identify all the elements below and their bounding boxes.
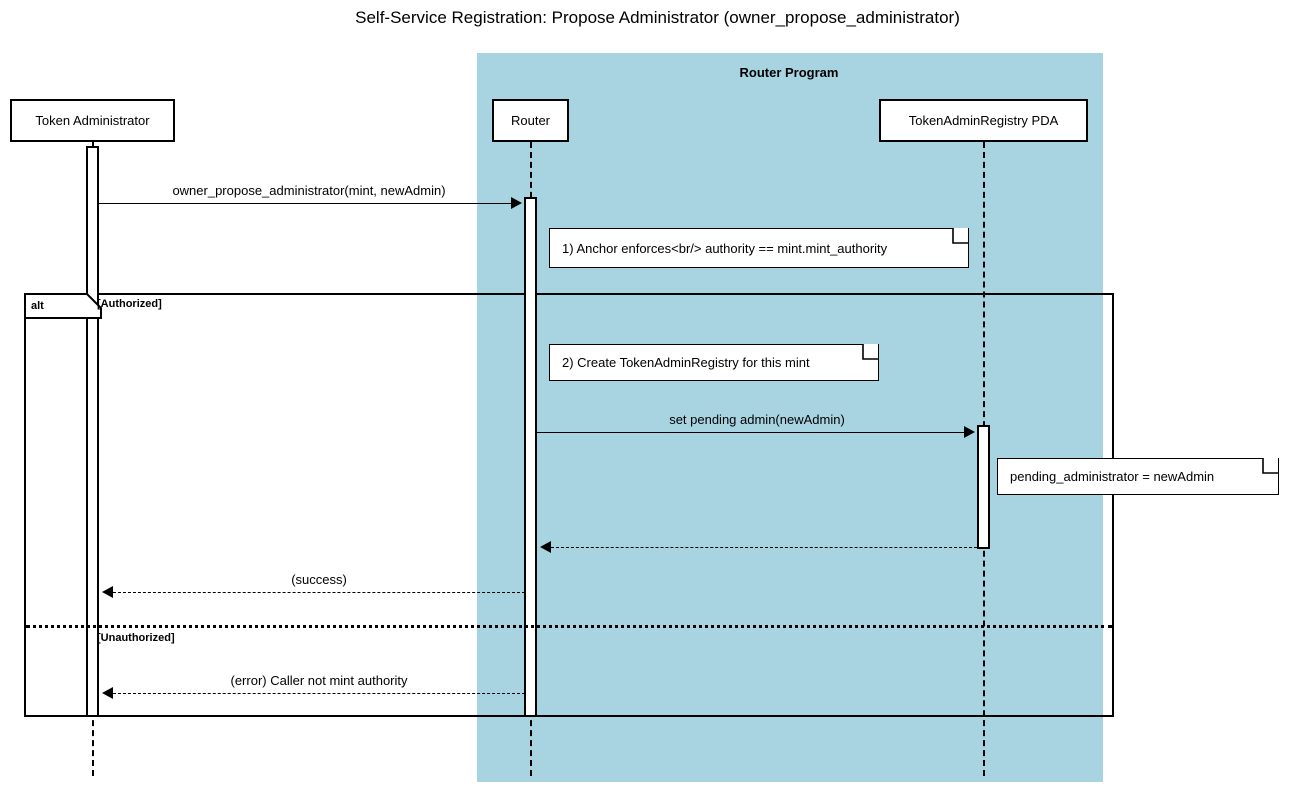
message-label-m1: owner_propose_administrator(mint, newAdmin) (172, 183, 446, 198)
participant-token-administrator[interactable] (10, 99, 175, 142)
participant-label: Token Administrator (35, 113, 150, 128)
alt-condition-unauthorized: [Unauthorized] (97, 632, 175, 644)
participant-token-admin-registry-pda[interactable] (879, 99, 1088, 142)
group-label-router-program: Router Program (739, 65, 839, 80)
message-arrowhead-m5 (102, 687, 113, 699)
page-title: Self-Service Registration: Propose Administrator (owner_propose_administrator) (355, 8, 960, 27)
activation-token-admin-registry-pda (977, 425, 990, 549)
participant-label: Router (510, 113, 551, 128)
note-create-registry (549, 344, 879, 381)
alt-condition-authorized: [Authorized] (97, 298, 162, 310)
message-line-m3 (551, 547, 977, 548)
message-label-m4: (success) (291, 572, 347, 587)
message-arrowhead-m1 (511, 197, 522, 209)
message-arrowhead-m2 (964, 426, 975, 438)
message-line-m4 (113, 592, 525, 593)
note-text: 2) Create TokenAdminRegistry for this mint (562, 355, 810, 370)
participant-label: TokenAdminRegistry PDA (908, 113, 1059, 128)
activation-router (524, 197, 537, 717)
note-pending-administrator (997, 458, 1279, 495)
note-text: pending_administrator = newAdmin (1010, 469, 1215, 484)
message-label-m5: (error) Caller not mint authority (230, 673, 408, 688)
message-line-m2 (537, 432, 966, 433)
message-arrowhead-m4 (102, 586, 113, 598)
message-label-m2: set pending admin(newAdmin) (669, 412, 845, 427)
note-fold-icon (1264, 459, 1278, 473)
participant-router[interactable] (492, 99, 569, 142)
note-fold-icon (954, 229, 968, 243)
note-anchor-enforces (549, 228, 969, 268)
message-arrowhead-m3 (540, 541, 551, 553)
note-text: 1) Anchor enforces<br/> authority == mint.mint_authority (562, 240, 888, 256)
alt-fragment-divider (26, 625, 1112, 628)
note-fold-icon (864, 345, 878, 359)
message-line-m1 (99, 203, 513, 204)
alt-fragment-operator: alt (31, 300, 44, 312)
message-line-m5 (113, 693, 525, 694)
